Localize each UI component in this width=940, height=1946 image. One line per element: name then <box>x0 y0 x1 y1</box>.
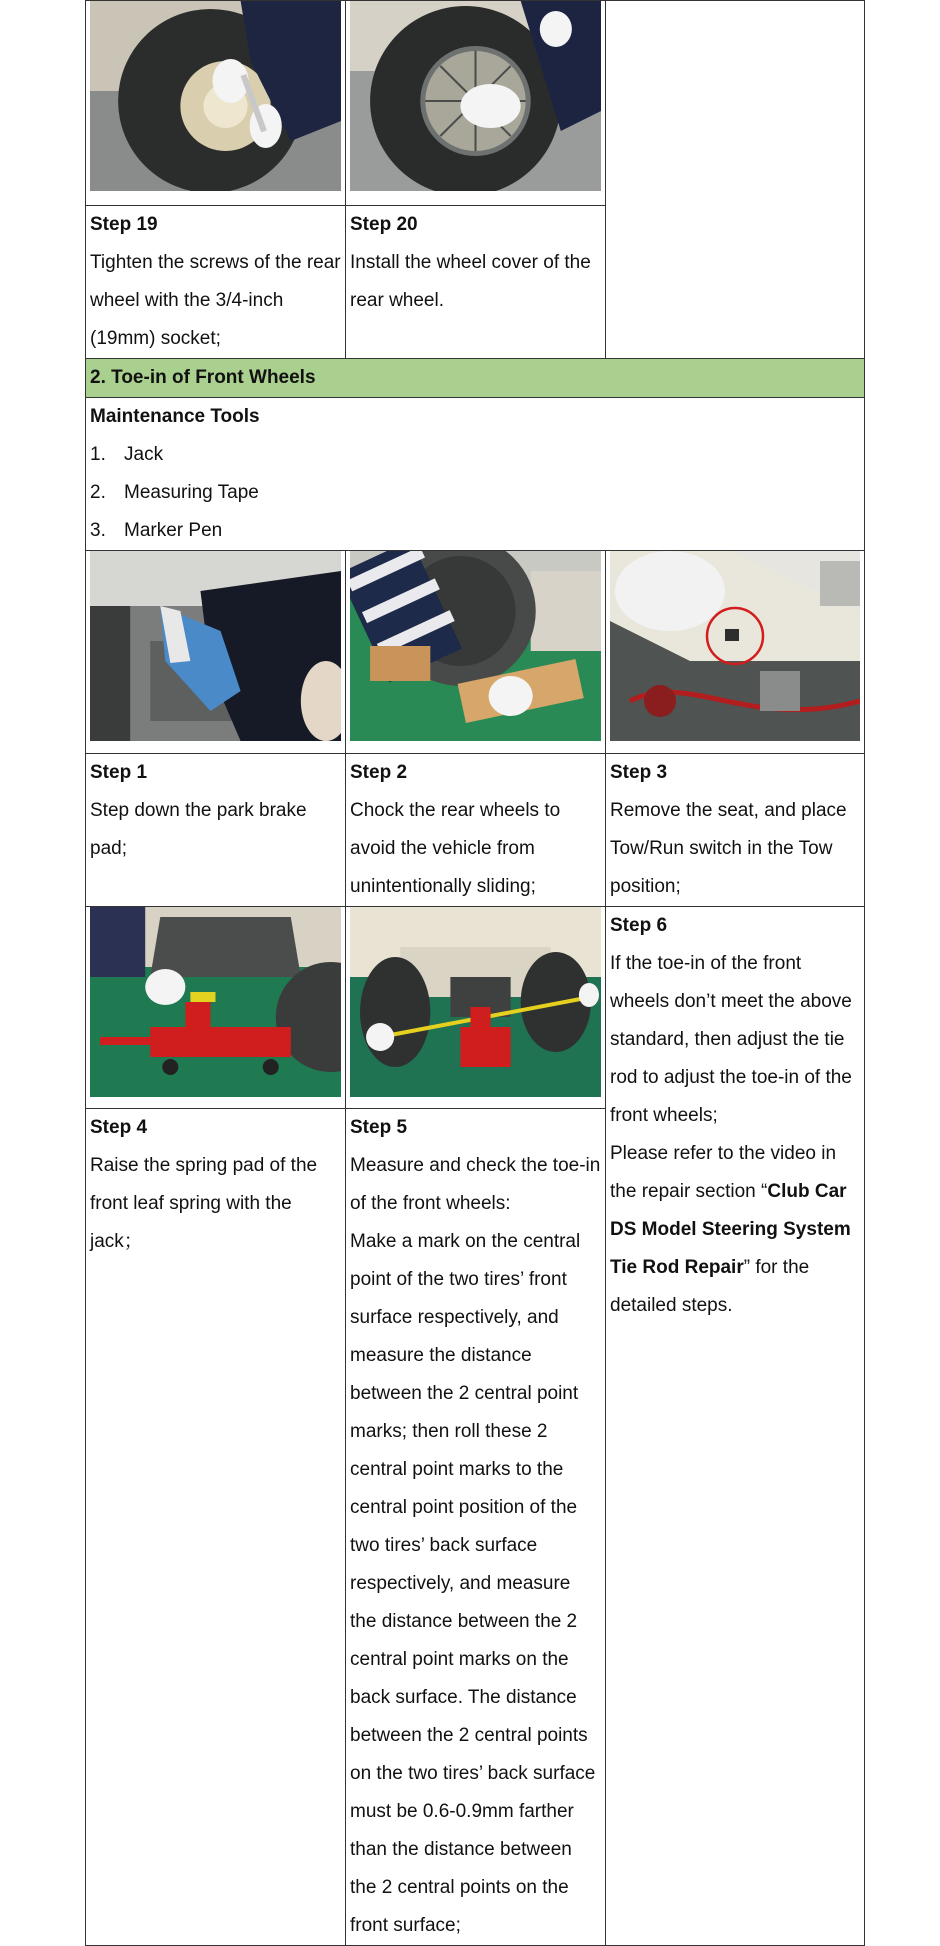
photo-cell-step-5 <box>346 907 606 1109</box>
tool-item-number: 1. <box>90 444 106 465</box>
step-5-text-b: Make a mark on the central point of the two tires’ front surface respectively, and measure the distance between the 2 central point marks; then roll these 2 central point marks to the central point position of the two tires’ back surface respectively, and measure the distance between the 2 central point marks on the back surface. The distance between the 2 central points on the two tires’ back surface must be 0.6-0.9mm farther than the distance between the 2 central points on the front surface; <box>350 1231 596 1936</box>
step-1-text: Step down the park brake pad; <box>90 800 307 859</box>
tool-item-marker-pen <box>90 512 860 550</box>
step-2-cell <box>346 754 606 907</box>
tool-item-label: Marker Pen <box>124 520 223 541</box>
empty-cell <box>606 1 865 359</box>
step-6-text-a: If the toe-in of the front wheels don’t meet the above standard, then adjust the tie rod to adjust the toe-in of the front wheels; <box>610 953 852 1126</box>
step-2-text: Chock the rear wheels to avoid the vehicle from unintentionally sliding; <box>350 800 561 897</box>
step-4-text: Raise the spring pad of the front leaf spring with the jack； <box>90 1155 318 1252</box>
step-20-cell <box>346 206 606 359</box>
jack-raise-photo <box>90 907 341 1097</box>
photo-cell-step-2 <box>346 551 606 754</box>
tool-item-jack <box>90 436 860 474</box>
section-title: 2. Toe-in of Front Wheels <box>86 359 865 398</box>
step-6-title: Step 6 <box>610 915 668 936</box>
step-4-title: Step 4 <box>90 1117 148 1138</box>
photo-cell-step-1 <box>86 551 346 754</box>
tool-item-label: Jack <box>124 444 164 465</box>
step-20-title: Step 20 <box>350 214 418 235</box>
document-page <box>85 0 864 1946</box>
photo-cell-step-3 <box>606 551 865 754</box>
park-brake-photo <box>90 551 341 741</box>
tools-title: Maintenance Tools <box>90 406 260 427</box>
step-3-title: Step 3 <box>610 762 668 783</box>
step-19-title: Step 19 <box>90 214 158 235</box>
photo-cell-step-20 <box>346 1 606 206</box>
step-6-text-b2: ” for the detailed steps. <box>610 1257 810 1316</box>
tow-run-switch-photo <box>610 551 860 741</box>
step-4-cell <box>86 1109 346 1946</box>
step-5-title: Step 5 <box>350 1117 408 1138</box>
photo-cell-step-19 <box>86 1 346 206</box>
step-19-cell <box>86 206 346 359</box>
step-6-text-b <box>610 1135 860 1325</box>
tool-item-number: 2. <box>90 482 106 503</box>
wheel-chock-photo <box>350 551 601 741</box>
step-6-cell <box>606 907 865 1946</box>
step-1-title: Step 1 <box>90 762 148 783</box>
wheel-cover-photo <box>350 1 601 191</box>
step-19-text: Tighten the screws of the rear wheel with the 3/4-inch (19mm) socket; <box>90 252 341 349</box>
step-1-cell <box>86 754 346 907</box>
instruction-table <box>85 0 865 1946</box>
step-5-text-a: Measure and check the toe-in of the front wheels: <box>350 1155 601 1214</box>
toe-in-measure-photo <box>350 907 601 1097</box>
step-20-text: Install the wheel cover of the rear wheel. <box>350 252 591 311</box>
rear-wheel-socket-photo <box>90 1 341 191</box>
photo-cell-step-4 <box>86 907 346 1109</box>
step-6-video-reference: Club Car DS Model Steering System Tie Rod Repair <box>610 1181 851 1278</box>
step-6-text-b1: Please refer to the video in the repair section “ <box>610 1143 837 1202</box>
tool-item-label: Measuring Tape <box>124 482 259 503</box>
tool-item-measuring-tape <box>90 474 860 512</box>
step-5-cell <box>346 1109 606 1946</box>
step-3-text: Remove the seat, and place Tow/Run switch in the Tow position; <box>610 800 847 897</box>
step-2-title: Step 2 <box>350 762 408 783</box>
tools-cell <box>86 398 865 551</box>
step-3-cell <box>606 754 865 907</box>
tool-item-number: 3. <box>90 520 106 541</box>
